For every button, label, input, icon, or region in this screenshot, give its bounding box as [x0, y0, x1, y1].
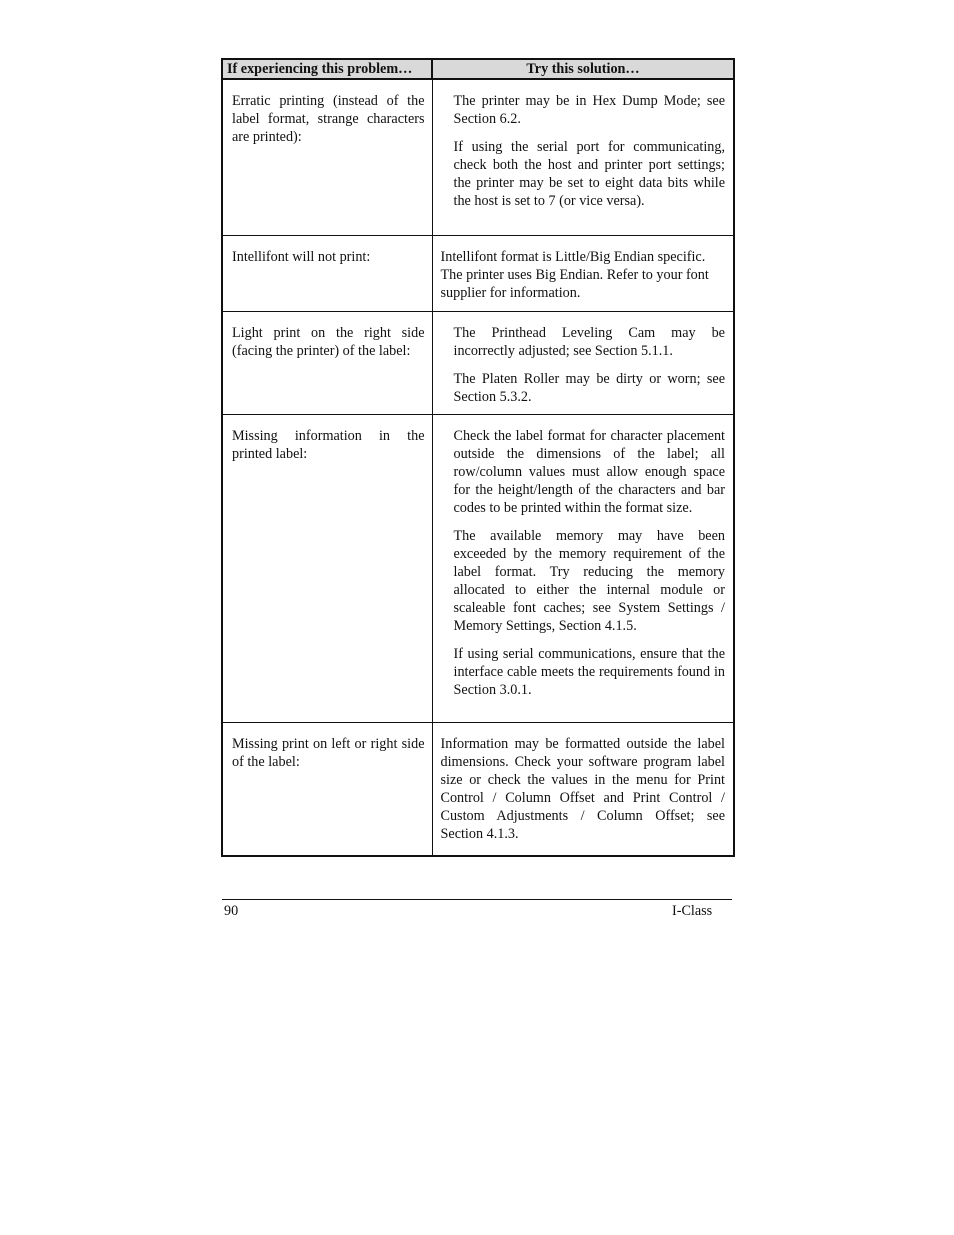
problem-cell: [222, 235, 432, 311]
table-row: [222, 235, 734, 311]
page-number: 90: [224, 903, 239, 919]
footer-divider: [222, 899, 732, 900]
table-row: [222, 79, 734, 235]
table-row: [222, 722, 734, 856]
solution-cell: [432, 414, 734, 722]
problem-column-header: If experiencing this problem…: [222, 59, 432, 79]
table-row: [222, 311, 734, 414]
solution-cell: [432, 311, 734, 414]
solution-text: Check the label format for character placement outside the dimensions of the label; all row/column values must allow enough space for the height/length of the characters and bar codes to be printed within the format size.: [453, 427, 725, 516]
problem-cell: [222, 414, 432, 722]
solution-text: If using the serial port for communicating, check both the host and printer port settings; the printer may be set to eight data bits while the host is set to 7 (or vice versa).: [453, 139, 725, 209]
solution-cell: [432, 722, 734, 856]
problem-text: Missing print on left or right side of the label:: [232, 735, 425, 770]
solution-column-header: Try this solution…: [432, 59, 734, 79]
solution-text: The available memory may have been exceeded by the memory requirement of the label format. Try reducing the memory allocated to either the internal module or scaleable font caches; see System Settings / Memory Settings, Section 4.1.5.: [453, 527, 725, 634]
problem-cell: [222, 79, 432, 235]
problem-text: Intellifont will not print:: [232, 248, 371, 265]
troubleshooting-table: [221, 58, 735, 857]
problem-cell: [222, 722, 432, 856]
solution-text: Intellifont format is Little/Big Endian specific. The printer uses Big Endian. Refer to your font supplier for information.: [440, 248, 709, 301]
problem-cell: [222, 311, 432, 414]
solution-cell: [432, 235, 734, 311]
problem-text: Missing information in the printed label:: [232, 427, 425, 462]
solution-text: The Printhead Leveling Cam may be incorrectly adjusted; see Section 5.1.1.: [453, 324, 725, 359]
footer-product-name: I-Class: [672, 903, 713, 919]
solution-text: Information may be formatted outside the label dimensions. Check your software program label size or check the values in the menu for Print Control / Column Offset and Print Control / Custom Adjustments / Column Offset; see Section 4.1.3.: [440, 735, 725, 842]
problem-text: Erratic printing (instead of the label format, strange characters are printed):: [232, 93, 425, 145]
table-row: [222, 414, 734, 722]
header-row: [222, 59, 734, 79]
solution-cell: [432, 79, 734, 235]
table-header: [222, 59, 734, 79]
solution-text: If using serial communications, ensure that the interface cable meets the requirements found in Section 3.0.1.: [453, 645, 725, 698]
solution-text: The Platen Roller may be dirty or worn; see Section 5.3.2.: [453, 370, 725, 405]
table-body: [222, 79, 734, 856]
solution-text: The printer may be in Hex Dump Mode; see Section 6.2.: [453, 93, 725, 127]
problem-text: Light print on the right side (facing the printer) of the label:: [232, 324, 425, 359]
